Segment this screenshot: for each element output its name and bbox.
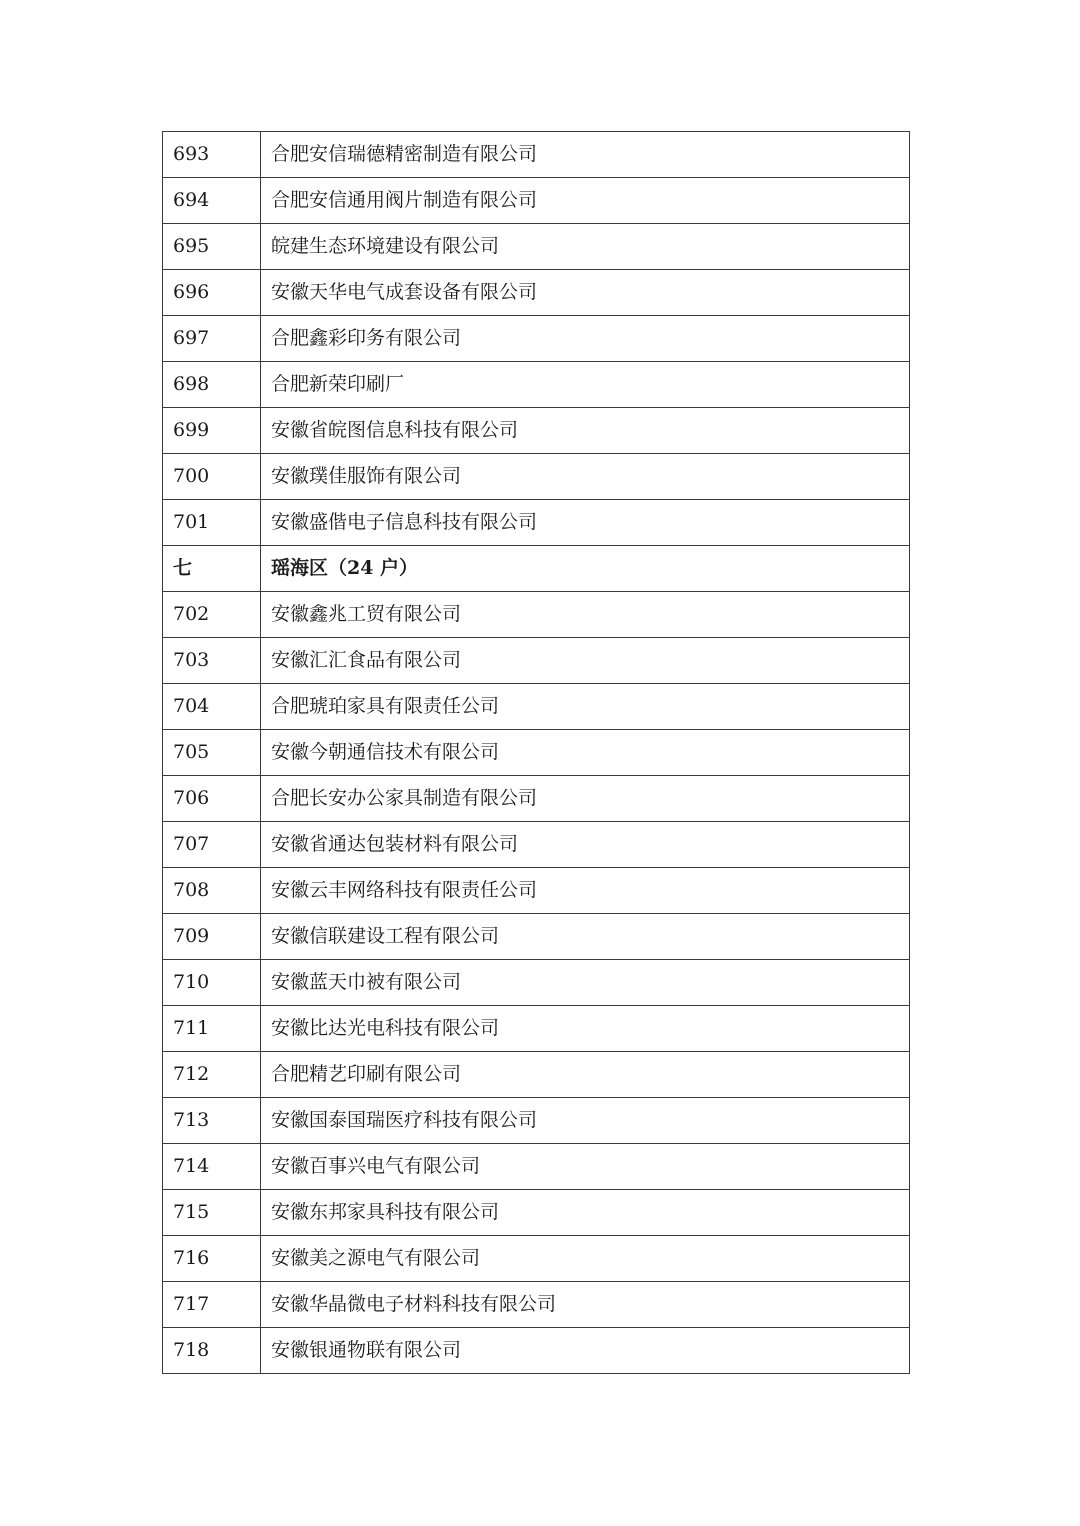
- row-number: 710: [163, 960, 261, 1006]
- company-name: 合肥精艺印刷有限公司: [261, 1052, 910, 1098]
- company-name: 安徽比达光电科技有限公司: [261, 1006, 910, 1052]
- row-number: 717: [163, 1282, 261, 1328]
- table-row: [163, 684, 910, 730]
- table-row: [163, 408, 910, 454]
- company-name: 合肥琥珀家具有限责任公司: [261, 684, 910, 730]
- table-row: [163, 1190, 910, 1236]
- company-name: 安徽美之源电气有限公司: [261, 1236, 910, 1282]
- row-number: 718: [163, 1328, 261, 1374]
- table-row: [163, 1236, 910, 1282]
- company-name: 合肥新荣印刷厂: [261, 362, 910, 408]
- table-row: [163, 454, 910, 500]
- table-row: [163, 362, 910, 408]
- company-name: 安徽璞佳服饰有限公司: [261, 454, 910, 500]
- row-number: 698: [163, 362, 261, 408]
- row-number: 706: [163, 776, 261, 822]
- table-row: [163, 914, 910, 960]
- company-name: 安徽鑫兆工贸有限公司: [261, 592, 910, 638]
- table-row: [163, 960, 910, 1006]
- company-name: 安徽华晶微电子材料科技有限公司: [261, 1282, 910, 1328]
- company-name: 安徽东邦家具科技有限公司: [261, 1190, 910, 1236]
- section-header-row: [163, 546, 910, 592]
- row-number: 714: [163, 1144, 261, 1190]
- row-number: 695: [163, 224, 261, 270]
- table-row: [163, 500, 910, 546]
- row-number: 700: [163, 454, 261, 500]
- section-title: 瑶海区（24 户）: [261, 546, 910, 592]
- company-name: 安徽省通达包装材料有限公司: [261, 822, 910, 868]
- row-number: 709: [163, 914, 261, 960]
- row-number: 703: [163, 638, 261, 684]
- table-row: [163, 132, 910, 178]
- row-number: 704: [163, 684, 261, 730]
- row-number: 693: [163, 132, 261, 178]
- table-row: [163, 638, 910, 684]
- row-number: 716: [163, 1236, 261, 1282]
- row-number: 696: [163, 270, 261, 316]
- company-name: 安徽天华电气成套设备有限公司: [261, 270, 910, 316]
- row-number: 711: [163, 1006, 261, 1052]
- row-number: 705: [163, 730, 261, 776]
- company-name: 安徽银通物联有限公司: [261, 1328, 910, 1374]
- company-name: 合肥安信通用阀片制造有限公司: [261, 178, 910, 224]
- company-name: 安徽盛偕电子信息科技有限公司: [261, 500, 910, 546]
- company-name: 安徽蓝天巾被有限公司: [261, 960, 910, 1006]
- company-name: 安徽汇汇食品有限公司: [261, 638, 910, 684]
- table-row: [163, 1144, 910, 1190]
- table-row: [163, 1052, 910, 1098]
- company-name: 安徽百事兴电气有限公司: [261, 1144, 910, 1190]
- company-list-body: [163, 132, 910, 1374]
- company-name: 合肥长安办公家具制造有限公司: [261, 776, 910, 822]
- table-row: [163, 1098, 910, 1144]
- row-number: 697: [163, 316, 261, 362]
- row-number: 708: [163, 868, 261, 914]
- row-number: 713: [163, 1098, 261, 1144]
- company-name: 合肥安信瑞德精密制造有限公司: [261, 132, 910, 178]
- company-name: 安徽信联建设工程有限公司: [261, 914, 910, 960]
- table-row: [163, 178, 910, 224]
- row-number: 712: [163, 1052, 261, 1098]
- row-number: 702: [163, 592, 261, 638]
- row-number: 707: [163, 822, 261, 868]
- table-row: [163, 1006, 910, 1052]
- table-row: [163, 224, 910, 270]
- table-row: [163, 316, 910, 362]
- company-name: 皖建生态环境建设有限公司: [261, 224, 910, 270]
- table-row: [163, 270, 910, 316]
- table-row: [163, 822, 910, 868]
- table-row: [163, 1328, 910, 1374]
- company-name: 安徽今朝通信技术有限公司: [261, 730, 910, 776]
- table-row: [163, 868, 910, 914]
- company-name: 安徽省皖图信息科技有限公司: [261, 408, 910, 454]
- table-row: [163, 776, 910, 822]
- row-number: 701: [163, 500, 261, 546]
- table-row: [163, 1282, 910, 1328]
- company-list-table: [162, 131, 910, 1374]
- table-row: [163, 730, 910, 776]
- row-number: 694: [163, 178, 261, 224]
- row-number: 715: [163, 1190, 261, 1236]
- company-name: 合肥鑫彩印务有限公司: [261, 316, 910, 362]
- table-row: [163, 592, 910, 638]
- company-name: 安徽云丰网络科技有限责任公司: [261, 868, 910, 914]
- row-number: 699: [163, 408, 261, 454]
- section-number: 七: [163, 546, 261, 592]
- company-name: 安徽国泰国瑞医疗科技有限公司: [261, 1098, 910, 1144]
